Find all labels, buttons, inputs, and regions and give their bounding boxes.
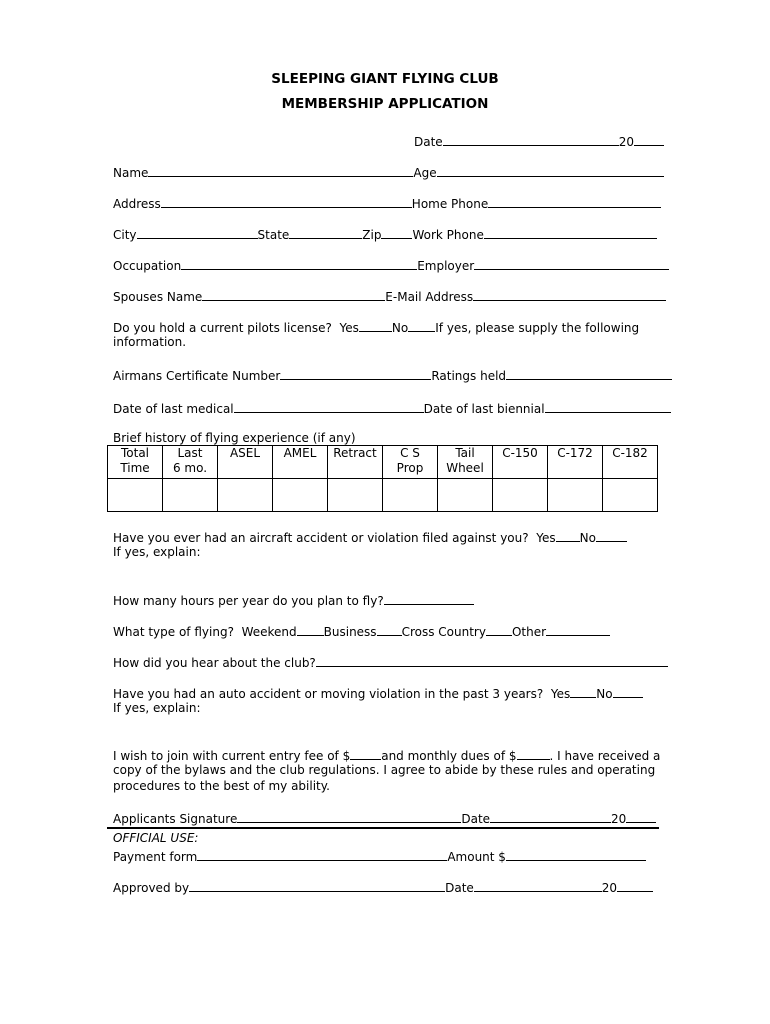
history-label: Brief history of flying experience (if any) [113, 431, 356, 445]
auto-yes-field[interactable] [570, 685, 596, 698]
certificate-row [113, 367, 672, 384]
name-row [113, 164, 664, 181]
signature-date-label: Date [461, 812, 491, 826]
home-phone-label: Home Phone [411, 197, 489, 211]
history-col-header: Tail Wheel [438, 446, 493, 479]
business-label: Business [323, 625, 377, 639]
approved-label: Approved by [113, 881, 190, 895]
business-field[interactable] [377, 623, 402, 636]
hours-row [113, 592, 474, 609]
address-label: Address [113, 197, 161, 211]
agreement-line-2: copy of the bylaws and the club regulations. I agree to abide by these rules and operating [113, 763, 656, 777]
email-field[interactable] [473, 288, 666, 301]
history-cell[interactable] [548, 479, 603, 512]
year-prefix: 20 [618, 135, 634, 149]
accident-yes-label: Yes [536, 531, 556, 545]
employer-label: Employer [417, 259, 475, 273]
medical-label: Date of last medical [113, 402, 234, 416]
medical-row [113, 400, 671, 417]
accident-row [113, 529, 627, 546]
approved-date-label: Date [445, 881, 474, 895]
payment-field[interactable] [197, 848, 447, 861]
occupation-row [113, 257, 669, 274]
flying-type-row [113, 623, 610, 640]
agreement-line-3: procedures to the best of my ability. [113, 779, 330, 793]
official-use-label: OFFICIAL USE: [113, 831, 199, 845]
date-field[interactable] [443, 133, 619, 146]
year-field[interactable] [634, 133, 664, 146]
license-followup-line2: information. [113, 335, 187, 349]
spouses-name-label: Spouses Name [113, 290, 203, 304]
signature-row [113, 810, 656, 827]
hear-question: How did you hear about the club? [113, 656, 316, 670]
city-label: City [113, 228, 137, 242]
certificate-label: Airmans Certificate Number [113, 369, 281, 383]
signature-year-field[interactable] [626, 810, 656, 823]
payment-row [113, 848, 646, 865]
age-field[interactable] [437, 164, 664, 177]
amount-field[interactable] [506, 848, 646, 861]
date-label: Date [414, 135, 443, 149]
history-entry-row [108, 479, 658, 512]
approved-date-field[interactable] [474, 879, 602, 892]
accident-no-field[interactable] [596, 529, 627, 542]
state-field[interactable] [289, 226, 362, 239]
history-cell[interactable] [328, 479, 383, 512]
history-cell[interactable] [108, 479, 163, 512]
city-field[interactable] [137, 226, 258, 239]
signature-date-field[interactable] [490, 810, 611, 823]
weekend-field[interactable] [297, 623, 324, 636]
history-col-header: Total Time [108, 446, 163, 479]
hear-field[interactable] [316, 654, 668, 667]
approved-field[interactable] [189, 879, 445, 892]
signature-year-prefix: 20 [611, 812, 627, 826]
occupation-field[interactable] [181, 257, 417, 270]
history-col-header: ASEL [218, 446, 273, 479]
history-col-header: AMEL [273, 446, 328, 479]
monthly-dues-field[interactable] [517, 747, 550, 760]
license-no-label: No [391, 321, 409, 335]
signature-label: Applicants Signature [113, 812, 238, 826]
cross-country-field[interactable] [486, 623, 512, 636]
license-followup: If yes, please supply the following [435, 321, 640, 335]
accident-yes-field[interactable] [556, 529, 580, 542]
work-phone-label: Work Phone [412, 228, 484, 242]
spouse-row [113, 288, 666, 305]
cross-country-label: Cross Country [401, 625, 486, 639]
employer-field[interactable] [474, 257, 669, 270]
medical-field[interactable] [234, 400, 424, 413]
weekend-label: Weekend [241, 625, 297, 639]
ratings-field[interactable] [506, 367, 672, 380]
agreement-line-1 [113, 747, 660, 764]
ratings-label: Ratings held [431, 369, 507, 383]
flying-type-question: What type of flying? [113, 625, 234, 639]
agreement-text-c: . I have received a [549, 749, 661, 763]
zip-label: Zip [362, 228, 382, 242]
history-cell[interactable] [603, 479, 658, 512]
biennial-field[interactable] [545, 400, 671, 413]
signature-field[interactable] [237, 810, 461, 823]
certificate-field[interactable] [280, 367, 431, 380]
agreement-text-b: and monthly dues of $ [381, 749, 517, 763]
license-yes-field[interactable] [359, 319, 392, 332]
biennial-label: Date of last biennial [423, 402, 545, 416]
city-row [113, 226, 657, 243]
date-row [414, 133, 664, 150]
form-subtitle: MEMBERSHIP APPLICATION [281, 96, 489, 112]
history-header-row [108, 446, 658, 479]
spouses-name-field[interactable] [202, 288, 385, 301]
auto-question: Have you had an auto accident or moving violation in the past 3 years? [113, 687, 544, 701]
other-field[interactable] [546, 623, 610, 636]
history-cell[interactable] [163, 479, 218, 512]
license-question: Do you hold a current pilots license? [113, 321, 332, 335]
name-label: Name [113, 166, 149, 180]
history-col-header: C-182 [603, 446, 658, 479]
email-label: E-Mail Address [385, 290, 474, 304]
history-col-header: Retract [328, 446, 383, 479]
occupation-label: Occupation [113, 259, 182, 273]
auto-no-label: No [596, 687, 613, 701]
accident-no-label: No [579, 531, 596, 545]
history-cell[interactable] [273, 479, 328, 512]
approved-year-prefix: 20 [601, 881, 618, 895]
name-field[interactable] [148, 164, 413, 177]
history-cell[interactable] [438, 479, 493, 512]
auto-no-field[interactable] [613, 685, 643, 698]
license-no-field[interactable] [408, 319, 435, 332]
accident-explain-label: If yes, explain: [113, 545, 201, 559]
entry-fee-field[interactable] [350, 747, 381, 760]
hours-field[interactable] [384, 592, 474, 605]
history-cell[interactable] [493, 479, 548, 512]
approved-year-field[interactable] [617, 879, 653, 892]
work-phone-field[interactable] [484, 226, 657, 239]
hear-row [113, 654, 668, 671]
history-cell[interactable] [218, 479, 273, 512]
history-col-header: Last 6 mo. [163, 446, 218, 479]
address-field[interactable] [161, 195, 412, 208]
history-col-header: C-172 [548, 446, 603, 479]
agreement-text-a: I wish to join with current entry fee of $ [113, 749, 351, 763]
license-row [113, 319, 639, 336]
amount-label: Amount $ [447, 850, 506, 864]
address-row [113, 195, 661, 212]
auto-row [113, 685, 643, 702]
history-cell[interactable] [383, 479, 438, 512]
age-label: Age [413, 166, 437, 180]
official-use-divider [107, 827, 659, 829]
auto-explain-label: If yes, explain: [113, 701, 201, 715]
auto-yes-label: Yes [550, 687, 571, 701]
other-label: Other [511, 625, 547, 639]
license-yes-label: Yes [339, 321, 359, 335]
history-col-header: C S Prop [383, 446, 438, 479]
payment-label: Payment form [113, 850, 198, 864]
zip-field[interactable] [381, 226, 412, 239]
history-col-header: C-150 [493, 446, 548, 479]
home-phone-field[interactable] [488, 195, 661, 208]
approved-row [113, 879, 653, 896]
hours-question: How many hours per year do you plan to fly? [113, 594, 384, 608]
form-title: SLEEPING GIANT FLYING CLUB [271, 71, 499, 87]
state-label: State [257, 228, 290, 242]
flying-history-table [107, 445, 658, 512]
accident-question: Have you ever had an aircraft accident or violation filed against you? [113, 531, 529, 545]
